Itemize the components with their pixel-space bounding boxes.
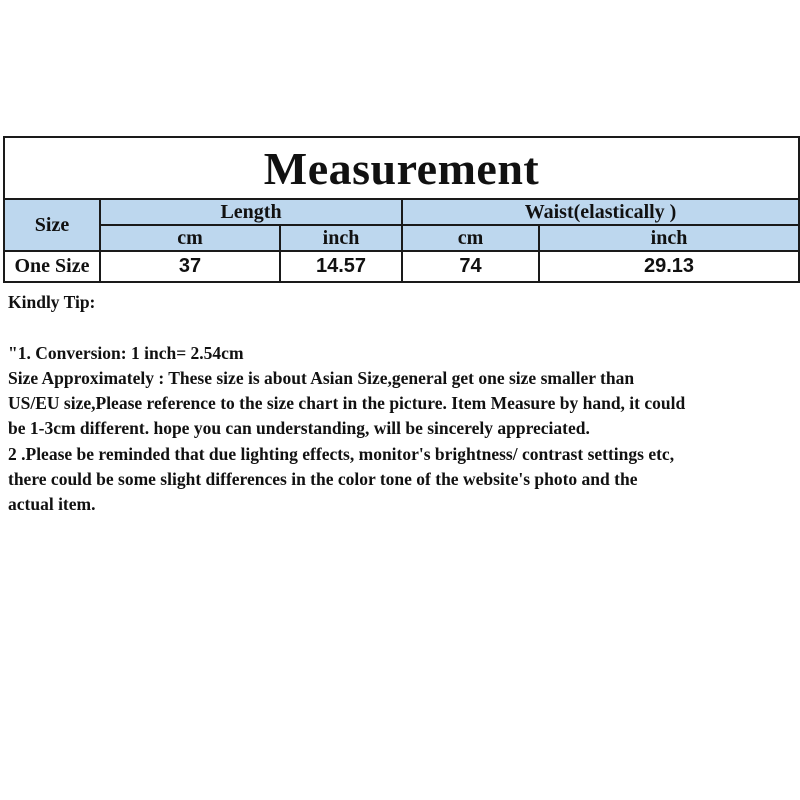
conversion-note: "1. Conversion: 1 inch= 2.54cm bbox=[8, 342, 244, 363]
tip-line: Size Approximately : These size is about Asian Size,general get one size smaller than bbox=[8, 367, 635, 388]
length-inch-header: inch bbox=[280, 225, 402, 251]
tip-heading: Kindly Tip: bbox=[8, 292, 96, 312]
waist-inch-header: inch bbox=[539, 225, 799, 251]
length-inch-value: 14.57 bbox=[280, 251, 402, 282]
tip-line: there could be some slight differences in the color tone of the website's photo and the bbox=[8, 469, 638, 490]
tip-line: US/EU size,Please reference to the size chart in the picture. Item Measure by hand, it could bbox=[8, 393, 686, 414]
size-column-header: Size bbox=[4, 199, 100, 251]
table-row bbox=[4, 251, 799, 282]
measurement-table bbox=[3, 136, 800, 283]
blank-line bbox=[8, 315, 794, 340]
waist-inch-value: 29.13 bbox=[539, 251, 799, 282]
length-group-header: Length bbox=[100, 199, 402, 225]
table-title: Measurement bbox=[4, 137, 799, 199]
waist-group-header: Waist(elastically ) bbox=[402, 199, 799, 225]
row-size-label: One Size bbox=[4, 251, 100, 282]
length-cm-header: cm bbox=[100, 225, 280, 251]
length-cm-value: 37 bbox=[100, 251, 280, 282]
waist-cm-value: 74 bbox=[402, 251, 539, 282]
kindly-tip-section bbox=[8, 290, 794, 518]
tip-line: actual item. bbox=[8, 494, 96, 515]
tip-line: be 1-3cm different. hope you can understanding, will be sincerely appreciated. bbox=[8, 418, 590, 439]
tip-line: 2 .Please be reminded that due lighting effects, monitor's brightness/ contrast settings etc, bbox=[8, 443, 675, 464]
waist-cm-header: cm bbox=[402, 225, 539, 251]
